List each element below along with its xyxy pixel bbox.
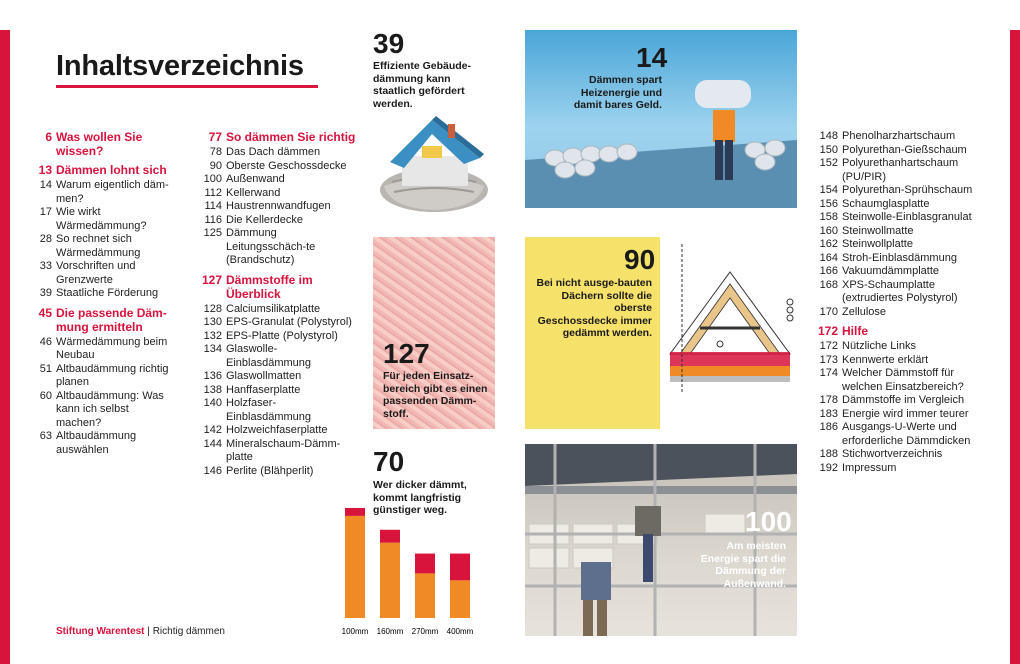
- chart-x-tick-label: 400mm: [446, 627, 474, 636]
- toc-label: Was wollen Sie wissen?: [56, 130, 143, 158]
- toc-page-number: 116: [204, 213, 222, 226]
- toc-section: [196, 273, 358, 301]
- toc-label: Phenolharzhartschaum: [842, 130, 956, 142]
- toc-page-number: 78: [209, 146, 222, 158]
- teaser-39-text: Effiziente Gebäude-dämmung kann staatlich gefördert werden.: [373, 60, 472, 110]
- toc-page-number: 140: [203, 397, 222, 409]
- toc-label: Das Dach dämmen: [226, 146, 321, 158]
- toc-entry: [816, 421, 996, 448]
- toc-label: Die Kellerdecke: [226, 213, 304, 226]
- insulation-thickness-chart: [340, 500, 480, 642]
- toc-page-number: 46: [39, 335, 52, 348]
- chart-bar-base: [345, 516, 365, 618]
- chart-bar-base: [380, 543, 400, 618]
- toc-label: EPS-Granulat (Polystyrol): [226, 316, 352, 328]
- toc-label: Staatliche Förderung: [56, 287, 159, 299]
- toc-label: Schaumglasplatte: [842, 197, 930, 210]
- teaser-14-text: Dämmen spart Heizenergie und damit bares Geld.: [573, 74, 662, 111]
- left-edge-bar: [0, 30, 10, 664]
- toc-label: Polyurethan-Sprühschaum: [842, 184, 973, 196]
- toc-label: Warum eigentlich däm-men?: [56, 179, 169, 205]
- toc-page-number: 144: [203, 437, 222, 450]
- teaser-127-number: 127: [383, 338, 430, 369]
- toc-entry: [196, 384, 358, 398]
- toc-entry: [816, 279, 996, 306]
- toc-page-number: 150: [819, 143, 838, 156]
- toc-entry: [816, 184, 996, 198]
- chart-x-tick-label: 160mm: [376, 627, 404, 636]
- toc-entry: [196, 370, 358, 384]
- toc-label: Dämmen lohnt sich: [56, 163, 167, 177]
- toc-entry: [816, 238, 996, 252]
- toc-label: Wärmedämmung beim Neubau: [56, 335, 168, 361]
- toc-label: Vakuumdämmplatte: [842, 265, 940, 277]
- toc-page-number: 114: [204, 200, 222, 212]
- teaser-70-number: 70: [373, 446, 405, 477]
- toc-label: Holzfaser-Einblasdämmung: [226, 397, 311, 423]
- toc-label: Die passende Däm-mung ermitteln: [56, 305, 167, 334]
- toc-entry: [196, 438, 358, 465]
- toc-page-number: 138: [203, 383, 222, 396]
- toc-page-number: 63: [39, 430, 52, 442]
- toc-entry: [196, 316, 358, 330]
- toc-entry: [816, 211, 996, 225]
- toc-entry: [816, 394, 996, 408]
- toc-label: Altbaudämmung: Was kann ich selbst machen?: [56, 389, 164, 429]
- toc-section: [816, 324, 996, 338]
- teaser-90-text: Bei nicht ausge-bauten Dächern sollte die oberste Geschossdecke immer gedämmt werden.: [536, 277, 652, 339]
- toc-column-left: [26, 130, 176, 457]
- toc-page-number: 158: [819, 211, 838, 223]
- toc-entry: [816, 340, 996, 354]
- toc-section: [26, 130, 176, 158]
- toc-entry: [26, 390, 176, 431]
- toc-label: Dämmstoffe im Überblick: [226, 272, 313, 301]
- toc-label: Ausgangs-U-Werte und erforderliche Dämmdicken: [842, 421, 971, 447]
- teaser-100-number: 100: [745, 506, 792, 537]
- toc-page-number: 125: [203, 227, 222, 239]
- toc-label: Glaswolle-Einblasdämmung: [226, 343, 311, 369]
- toc-page-number: 128: [203, 302, 222, 315]
- footer-book-title: Richtig dämmen: [152, 626, 225, 637]
- toc-page-number: 112: [204, 186, 222, 199]
- toc-entry: [196, 397, 358, 424]
- toc-entry: [26, 233, 176, 260]
- toc-page-number: 186: [819, 421, 838, 433]
- toc-page-number: 60: [39, 389, 52, 402]
- toc-label: Energie wird immer teurer: [842, 407, 969, 420]
- toc-page-number: 178: [819, 394, 838, 406]
- toc-page-number: 173: [819, 353, 838, 366]
- teaser-127-text: Für jeden Einsatz-bereich gibt es einen passenden Dämm-stoff.: [383, 370, 488, 420]
- toc-label: Wie wirkt Wärmedämmung?: [56, 206, 147, 232]
- toc-label: Calciumsilikatplatte: [226, 302, 321, 315]
- toc-page-number: 17: [39, 206, 52, 218]
- teaser-70-text: Wer dicker dämmt, kommt langfristig günstiger weg.: [373, 479, 467, 516]
- toc-entry: [816, 462, 996, 476]
- toc-label: Steinwollmatte: [842, 224, 914, 237]
- footer: [56, 626, 225, 637]
- chart-x-tick-label: 100mm: [341, 627, 369, 636]
- toc-label: Kennwerte erklärt: [842, 353, 929, 366]
- chart-bar-base: [415, 573, 435, 618]
- toc-page-number: 77: [208, 130, 222, 144]
- toc-label: Hilfe: [842, 324, 869, 338]
- toc-entry: [26, 287, 176, 301]
- toc-label: Dämmstoffe im Vergleich: [842, 394, 965, 406]
- toc-page-number: 136: [203, 370, 222, 382]
- toc-label: Steinwolle-Einblasgranulat: [842, 211, 972, 223]
- toc-entry: [816, 354, 996, 368]
- toc-entry: [816, 252, 996, 266]
- toc-page-number: 162: [819, 238, 838, 250]
- toc-label: Impressum: [842, 461, 897, 474]
- page-title: Inhaltsverzeichnis: [56, 50, 304, 82]
- toc-entry: [816, 306, 996, 320]
- toc-entry: [196, 330, 358, 344]
- toc-page-number: 172: [819, 340, 838, 352]
- toc-label: Altbaudämmung richtig planen: [56, 362, 169, 388]
- toc-page-number: 132: [203, 329, 222, 342]
- toc-entry: [26, 179, 176, 206]
- toc-label: Außenwand: [226, 173, 285, 185]
- toc-label: Polyurethanhartschaum (PU/PIR): [842, 157, 959, 183]
- toc-label: Welcher Dämmstoff für welchen Einsatzbereich?: [842, 367, 964, 393]
- toc-label: Holzweichfaserplatte: [226, 424, 328, 436]
- toc-entry: [26, 430, 176, 457]
- toc-label: Steinwollplatte: [842, 238, 913, 250]
- toc-entry: [816, 157, 996, 184]
- toc-label: Mineralschaum-Dämm-platte: [226, 437, 341, 463]
- teaser-90-number: 90: [624, 244, 656, 275]
- toc-page-number: 188: [819, 448, 838, 460]
- toc-entry: [26, 260, 176, 287]
- footer-separator: |: [147, 626, 150, 637]
- toc-page-number: 172: [817, 324, 838, 338]
- toc-page-number: 45: [38, 305, 52, 320]
- toc-label: XPS-Schaumplatte (extrudiertes Polystyrol): [842, 278, 958, 304]
- toc-entry: [196, 200, 358, 214]
- toc-entry: [816, 225, 996, 239]
- toc-entry: [196, 173, 358, 187]
- toc-label: Stroh-Einblasdämmung: [842, 251, 957, 264]
- toc-label: Hanffaserplatte: [226, 383, 301, 396]
- toc-page-number: 134: [203, 343, 222, 355]
- right-edge-bar: [1010, 30, 1020, 664]
- toc-entry: [196, 465, 358, 479]
- chart-bar-top: [380, 530, 400, 543]
- toc-page-number: 13: [38, 163, 52, 177]
- toc-page-number: 168: [819, 278, 838, 291]
- toc-entry: [196, 227, 358, 268]
- toc-label: Oberste Geschossdecke: [226, 159, 347, 172]
- toc-page-number: 100: [203, 173, 222, 185]
- toc-entry: [196, 343, 358, 370]
- toc-page-number: 154: [819, 184, 838, 196]
- toc-label: So rechnet sich Wärmedämmung: [56, 233, 141, 259]
- toc-page-number: 6: [45, 130, 52, 144]
- toc-page-number: 33: [39, 260, 52, 272]
- toc-section: [196, 130, 358, 144]
- toc-page-number: 148: [819, 130, 838, 142]
- chart-bar-top: [415, 554, 435, 574]
- toc-page-number: 164: [819, 251, 838, 264]
- toc-entry: [196, 146, 358, 160]
- toc-page-number: 192: [819, 461, 838, 474]
- chart-bar-top: [450, 554, 470, 581]
- toc-entry: [816, 367, 996, 394]
- toc-page-number: 127: [201, 272, 222, 287]
- chart-bar-top: [345, 508, 365, 516]
- toc-entry: [816, 198, 996, 212]
- chart-bar-base: [450, 580, 470, 618]
- toc-page-number: 166: [819, 265, 838, 277]
- toc-page-number: 156: [819, 197, 838, 210]
- toc-label: So dämmen Sie richtig: [226, 130, 356, 144]
- toc-page-number: 39: [39, 287, 52, 299]
- toc-label: Zellulose: [842, 305, 887, 318]
- toc-label: Stichwortverzeichnis: [842, 448, 943, 460]
- toc-entry: [816, 408, 996, 422]
- toc-page-number: 51: [39, 362, 52, 375]
- toc-label: EPS-Platte (Polystyrol): [226, 329, 338, 342]
- footer-brand: Stiftung Warentest: [56, 626, 145, 637]
- toc-page-number: 14: [39, 179, 52, 191]
- toc-label: Nützliche Links: [842, 340, 916, 352]
- toc-label: Glaswollmatten: [226, 370, 302, 382]
- teaser-100-text: Am meisten Energie spart die Dämmung der Außenwand.: [700, 540, 786, 590]
- toc-section: [26, 163, 176, 177]
- teaser-39-number: 39: [373, 28, 405, 59]
- insulated-house-image: [372, 112, 496, 216]
- toc-entry: [816, 144, 996, 158]
- toc-column-middle: [196, 130, 358, 478]
- toc-entry: [196, 214, 358, 228]
- toc-page-number: 146: [203, 464, 222, 477]
- toc-label: Dämmung Leitungsschäch-te (Brandschutz): [226, 227, 316, 266]
- toc-column-right: [816, 130, 996, 475]
- toc-label: Kellerwand: [226, 186, 281, 199]
- toc-section: [26, 306, 176, 334]
- toc-entry: [816, 130, 996, 144]
- toc-label: Altbaudämmung auswählen: [56, 430, 137, 456]
- toc-page-number: 183: [819, 407, 838, 420]
- toc-entry: [26, 363, 176, 390]
- teaser-14-number: 14: [636, 42, 668, 73]
- toc-page-number: 28: [39, 233, 52, 245]
- toc-label: Vorschriften und Grenzwerte: [56, 260, 136, 286]
- toc-page-number: 170: [819, 305, 838, 318]
- toc-entry: [196, 303, 358, 317]
- toc-label: Haustrennwandfugen: [226, 200, 331, 212]
- toc-label: Polyurethan-Gießschaum: [842, 143, 967, 156]
- toc-entry: [816, 448, 996, 462]
- toc-entry: [196, 424, 358, 438]
- toc-page-number: 160: [819, 224, 838, 237]
- toc-entry: [26, 206, 176, 233]
- toc-page-number: 130: [203, 316, 222, 328]
- chart-x-tick-label: 270mm: [411, 627, 439, 636]
- toc-page-number: 142: [203, 424, 222, 436]
- toc-entry: [196, 187, 358, 201]
- toc-page-number: 90: [209, 159, 222, 172]
- toc-page-number: 174: [819, 367, 838, 379]
- toc-entry: [26, 336, 176, 363]
- toc-page-number: 152: [819, 157, 838, 169]
- toc-entry: [196, 160, 358, 174]
- title-underline: [56, 85, 318, 88]
- toc-entry: [816, 265, 996, 279]
- roof-section-diagram: [660, 244, 800, 394]
- toc-label: Perlite (Blähperlit): [226, 464, 314, 477]
